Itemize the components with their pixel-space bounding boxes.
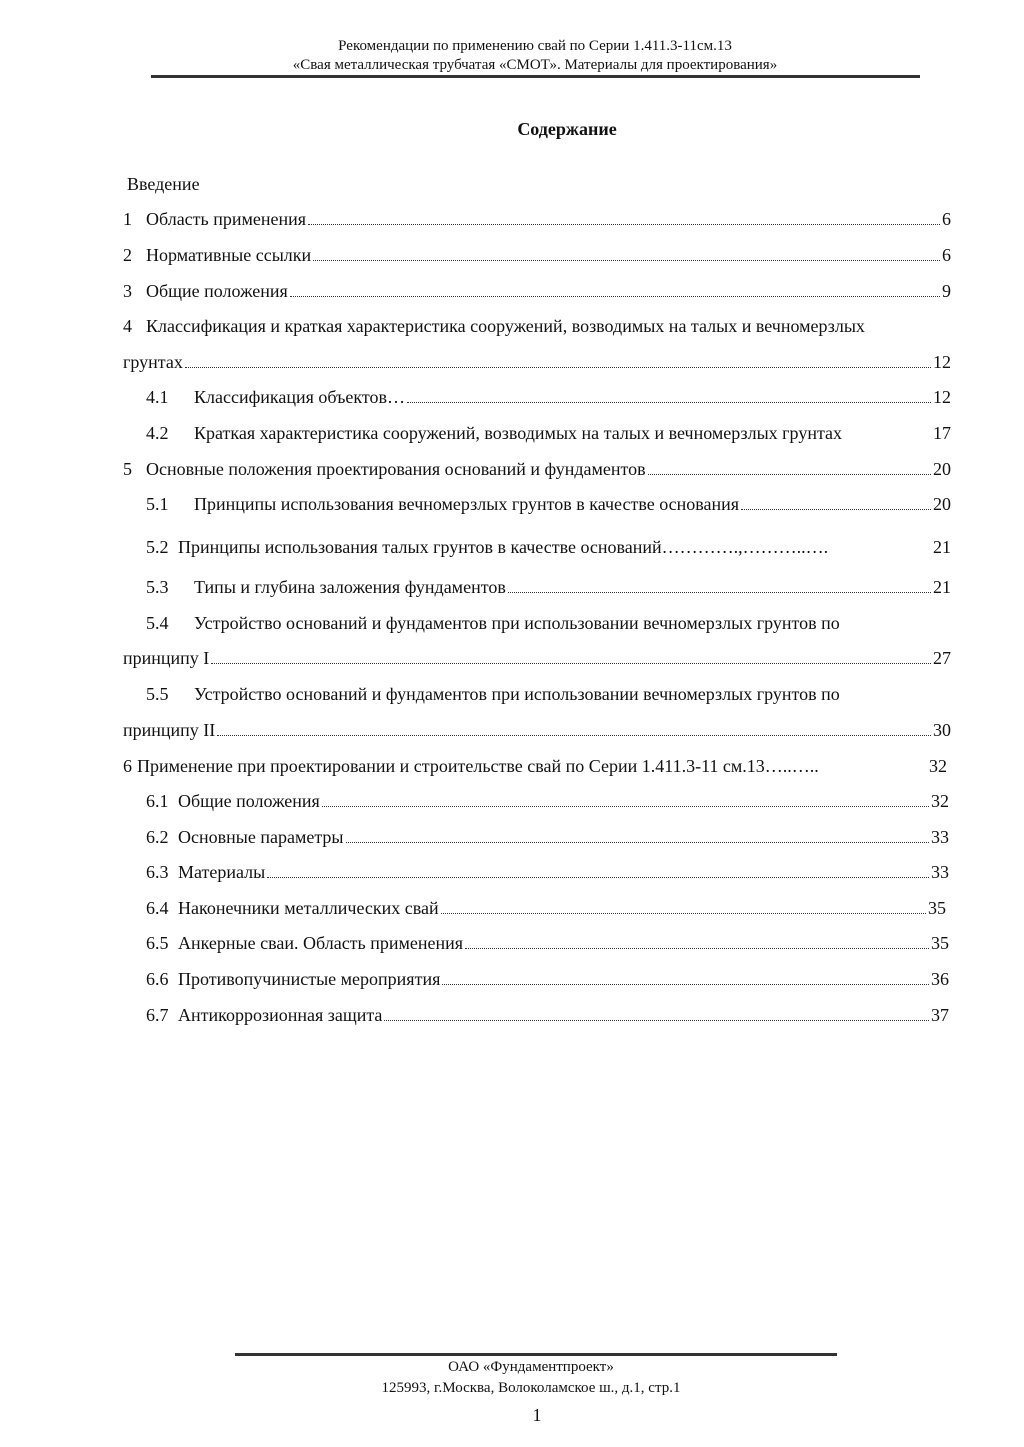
toc-page: 36 <box>931 969 949 989</box>
dot-leader <box>442 984 929 985</box>
dot-leader <box>185 367 931 368</box>
footer-address: 125993, г.Москва, Волоколамское ш., д.1, стр.1 <box>381 1380 681 1396</box>
toc-page: 9 <box>942 281 951 301</box>
toc-page: 27 <box>933 648 951 668</box>
toc-label: Типы и глубина заложения фундаментов <box>194 577 506 597</box>
toc-entry-1[interactable] <box>123 207 951 231</box>
toc-page: 12 <box>933 352 951 372</box>
toc-number: 6.2 <box>146 827 169 847</box>
toc-label: Основные параметры <box>178 827 344 847</box>
toc-number: 2 <box>123 245 132 265</box>
dot-leader <box>308 224 940 225</box>
dot-leader <box>508 592 931 593</box>
toc-number: 6.7 <box>146 1005 169 1025</box>
toc-page: 30 <box>933 720 951 740</box>
toc-number: 5.4 <box>146 613 169 633</box>
toc-page: 32 <box>931 791 949 811</box>
toc-number: 6.5 <box>146 933 169 953</box>
dot-leader <box>290 296 940 297</box>
toc-label: Основные положения проектирования оснований и фундаментов <box>146 459 646 479</box>
toc-label: Краткая характеристика сооружений, возводимых на талых и вечномерзлых грунтах <box>194 423 843 443</box>
toc-label: Устройство оснований и фундаментов при использовании вечномерзлых грунтов по <box>194 613 840 633</box>
toc-page: 33 <box>931 862 949 882</box>
toc-number: 5.5 <box>146 684 169 704</box>
dot-leader <box>267 877 929 878</box>
toc-number: 6.3 <box>146 862 169 882</box>
toc-number: 6.1 <box>146 791 169 811</box>
dot-leader <box>217 735 931 736</box>
toc-label: грунтах <box>123 352 183 372</box>
toc-number: 6.4 <box>146 898 169 918</box>
toc-number: 6 <box>123 756 132 776</box>
running-header-line1: Рекомендации по применению свай по Серии 1.411.3-11см.13 <box>338 38 732 54</box>
footer-organization: ОАО «Фундаментпроект» <box>448 1359 614 1375</box>
running-header-line2: «Свая металлическая трубчатая «СМОТ». Материалы для проектирования» <box>292 57 778 73</box>
toc-entry-6[interactable] <box>123 754 947 778</box>
toc-label: Общие положения <box>178 791 320 811</box>
toc-label: Противопучинистые мероприятия <box>178 969 441 989</box>
dot-leader <box>465 948 929 949</box>
header-divider <box>151 75 920 78</box>
toc-page: 17 <box>933 423 951 443</box>
page-number: 1 <box>532 1405 542 1425</box>
toc-entry-5[interactable] <box>123 457 951 481</box>
toc-entry-6-4[interactable] <box>146 896 946 920</box>
toc-label: Принципы использования вечномерзлых грунтов в качестве основания <box>194 494 740 514</box>
toc-number: 6.6 <box>146 969 169 989</box>
dot-leader <box>407 402 931 403</box>
toc-number: 1 <box>123 209 132 229</box>
toc-number: 4.2 <box>146 423 169 443</box>
toc-label: Введение <box>127 174 200 194</box>
toc-label: Наконечники металлических свай <box>178 898 439 918</box>
toc-page: 21 <box>933 577 951 597</box>
toc-entry-6-3[interactable] <box>146 860 949 884</box>
toc-label: Область применения <box>146 209 307 229</box>
toc-label: принципу II <box>123 720 216 740</box>
toc-page: 20 <box>933 459 951 479</box>
toc-page: 12 <box>933 387 951 407</box>
toc-entry-4-2[interactable] <box>146 421 951 445</box>
dot-leader <box>346 842 929 843</box>
dot-leader <box>313 260 940 261</box>
toc-label: Устройство оснований и фундаментов при использовании вечномерзлых грунтов по <box>194 684 840 704</box>
toc-entry-6-2[interactable] <box>146 825 949 849</box>
dot-leader <box>648 474 931 475</box>
toc-entry-4-cont[interactable] <box>123 350 951 374</box>
toc-entry-6-5[interactable] <box>146 931 949 955</box>
toc-entry-5-2[interactable] <box>146 535 951 559</box>
toc-page: 20 <box>933 494 951 514</box>
toc-label: Антикоррозионная защита <box>178 1005 383 1025</box>
page-title: Содержание <box>517 119 617 139</box>
toc-label: Материалы <box>178 862 266 882</box>
toc-entry-5-3[interactable] <box>146 575 951 599</box>
toc-label: Анкерные сваи. Область применения <box>178 933 464 953</box>
toc-page: 35 <box>928 898 946 918</box>
toc-entry-6-7[interactable] <box>146 1003 949 1027</box>
toc-entry-6-6[interactable] <box>146 967 949 991</box>
toc-entry-4-1[interactable] <box>146 385 951 409</box>
toc-entry-6-1[interactable] <box>146 789 949 813</box>
toc-entry-3[interactable] <box>123 279 951 303</box>
toc-number: 4.1 <box>146 387 169 407</box>
toc-page: 6 <box>942 209 951 229</box>
toc-page: 21 <box>933 537 951 557</box>
toc-page: 37 <box>931 1005 949 1025</box>
dot-leader <box>384 1020 929 1021</box>
toc-entry-5-4[interactable] <box>146 611 941 635</box>
dot-leader <box>741 509 931 510</box>
toc-label: Применение при проектировании и строительстве свай по Серии 1.411.3-11 см.13…..….. <box>137 756 819 776</box>
dot-leader <box>211 663 931 664</box>
toc-number: 5 <box>123 459 132 479</box>
toc-label: принципу I <box>123 648 210 668</box>
toc-number: 4 <box>123 316 132 336</box>
footer-divider <box>235 1353 837 1356</box>
toc-label: Нормативные ссылки <box>146 245 312 265</box>
toc-number: 5.2 <box>146 537 169 557</box>
toc-page: 33 <box>931 827 949 847</box>
dot-leader <box>322 806 929 807</box>
toc-page: 6 <box>942 245 951 265</box>
toc-page: 32 <box>929 756 947 776</box>
toc-intro[interactable] <box>127 172 955 196</box>
toc-label: Классификация и краткая характеристика сооружений, возводимых на талых и вечномерзлых <box>146 316 865 336</box>
toc-entry-5-5[interactable] <box>146 682 941 706</box>
toc-label: Принципы использования талых грунтов в качестве оснований………….,………..…. <box>178 537 829 557</box>
toc-page: 35 <box>931 933 949 953</box>
toc-number: 5.3 <box>146 577 169 597</box>
toc-entry-5-1[interactable] <box>146 492 951 516</box>
toc-entry-5-5-cont[interactable] <box>123 718 951 742</box>
toc-number: 3 <box>123 281 132 301</box>
toc-number: 5.1 <box>146 494 169 514</box>
toc-entry-5-4-cont[interactable] <box>123 646 951 670</box>
toc-label: Общие положения <box>146 281 288 301</box>
toc-entry-2[interactable] <box>123 243 951 267</box>
toc-label: Классификация объектов… <box>194 387 406 407</box>
toc-entry-4[interactable] <box>123 314 945 338</box>
dot-leader <box>441 913 926 914</box>
